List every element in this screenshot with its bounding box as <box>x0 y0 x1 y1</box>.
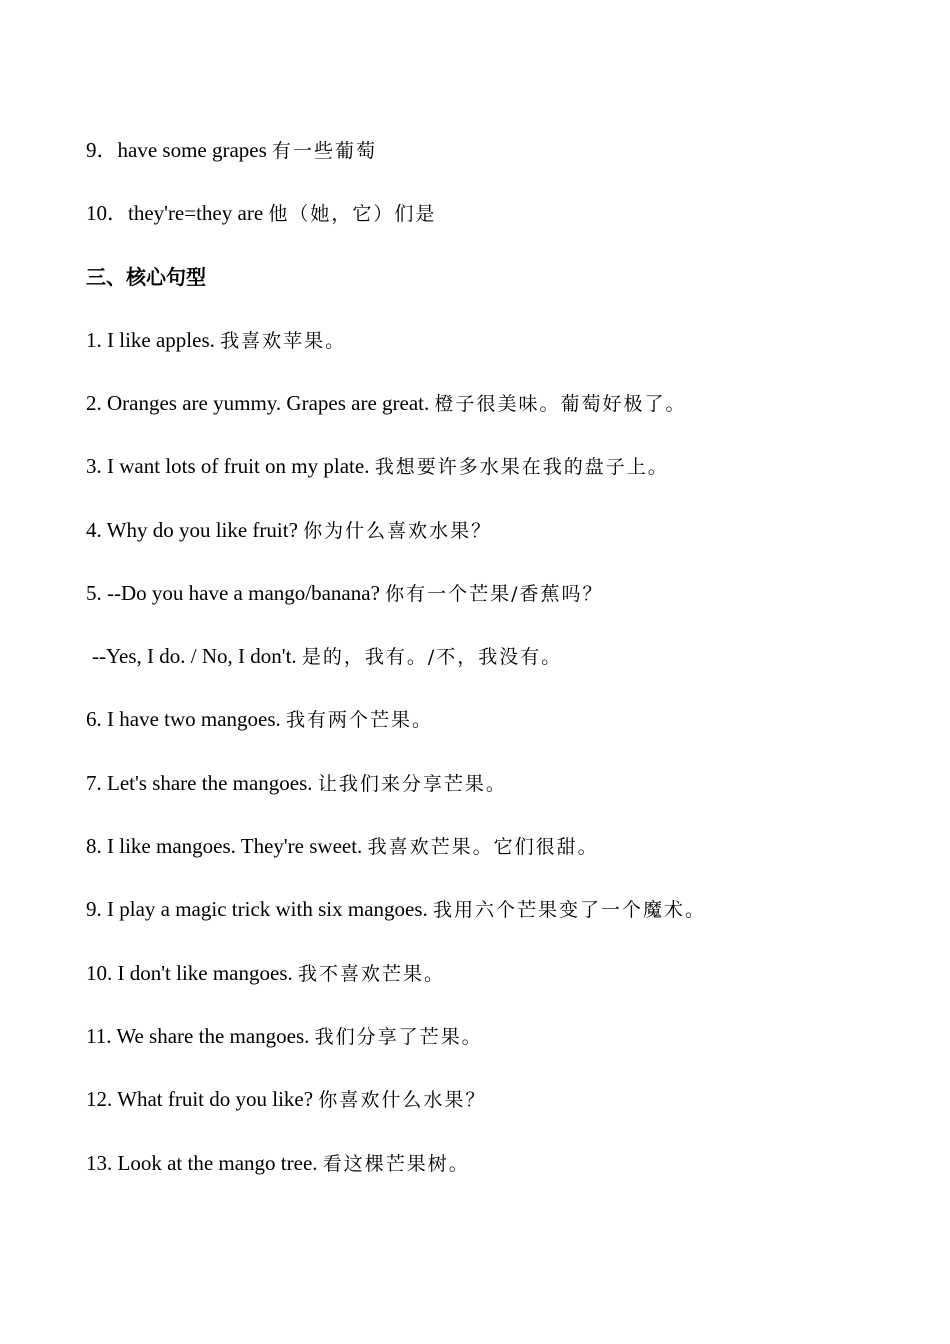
sentence-zh: 是的，我有。/不，我没有。 <box>301 646 563 668</box>
sentence-zh: 你为什么喜欢水果？ <box>303 520 493 542</box>
vocab-line-10 <box>86 199 436 228</box>
sentence-zh: 我用六个芒果变了一个魔术。 <box>433 899 707 921</box>
vocab-zh: 他（她，它）们是 <box>268 203 437 225</box>
sentence-en: 11. We share the mangoes. <box>86 1024 315 1048</box>
vocab-zh: 有一些葡萄 <box>272 140 378 162</box>
sentence-en: 6. I have two mangoes. <box>86 707 287 731</box>
sentence-line-2 <box>86 389 687 418</box>
sentence-line-6 <box>86 705 433 734</box>
sentence-zh: 让我们来分享芒果。 <box>317 773 507 795</box>
sentence-line-9 <box>86 895 706 924</box>
vocab-en: 9．have some grapes <box>86 138 273 162</box>
sentence-en: 3. I want lots of fruit on my plate. <box>86 454 375 478</box>
sentence-en: 7. Let's share the mangoes. <box>86 771 318 795</box>
section-heading: 三、核心句型 <box>86 265 206 289</box>
sentence-en: 10. I don't like mangoes. <box>86 961 298 985</box>
sentence-en: 8. I like mangoes. They're sweet. <box>86 834 368 858</box>
sentence-zh: 我想要许多水果在我的盘子上。 <box>374 456 669 478</box>
sentence-zh: 你有一个芒果/香蕉吗？ <box>385 583 604 605</box>
sentence-line-8 <box>86 832 599 861</box>
sentence-en: 9. I play a magic trick with six mangoes. <box>86 897 434 921</box>
sentence-en: 13. Look at the mango tree. <box>86 1151 323 1175</box>
sentence-en: 2. Oranges are yummy. Grapes are great. <box>86 391 435 415</box>
sentence-line-13 <box>86 1149 470 1178</box>
sentence-zh: 橙子很美味。葡萄好极了。 <box>434 393 687 415</box>
sentence-en: 5. --Do you have a mango/banana? <box>86 581 386 605</box>
sentence-en: --Yes, I do. / No, I don't. <box>92 644 302 668</box>
sentence-line-12 <box>86 1085 486 1114</box>
sentence-line-4 <box>86 516 492 545</box>
sentence-line-3 <box>86 452 669 481</box>
sentence-zh: 你喜欢什么水果？ <box>318 1089 487 1111</box>
sentence-line-11 <box>86 1022 483 1051</box>
sentence-en: 1. I like apples. <box>86 328 221 352</box>
sentence-line-10 <box>86 959 445 988</box>
sentence-line-5-answer <box>92 642 562 671</box>
sentence-zh: 我们分享了芒果。 <box>314 1026 483 1048</box>
sentence-en: 12. What fruit do you like? <box>86 1087 319 1111</box>
sentence-line-5 <box>86 579 604 608</box>
sentence-line-7 <box>86 769 507 798</box>
sentence-zh: 我有两个芒果。 <box>286 709 434 731</box>
vocab-en: 10．they're=they are <box>86 201 269 225</box>
sentence-en: 4. Why do you like fruit? <box>86 518 304 542</box>
sentence-zh: 看这棵芒果树。 <box>322 1153 470 1175</box>
sentence-zh: 我喜欢芒果。它们很甜。 <box>367 836 599 858</box>
sentence-line-1 <box>86 326 346 355</box>
vocab-line-9 <box>86 136 377 165</box>
sentence-zh: 我不喜欢芒果。 <box>298 963 446 985</box>
sentence-zh: 我喜欢苹果。 <box>220 330 347 352</box>
